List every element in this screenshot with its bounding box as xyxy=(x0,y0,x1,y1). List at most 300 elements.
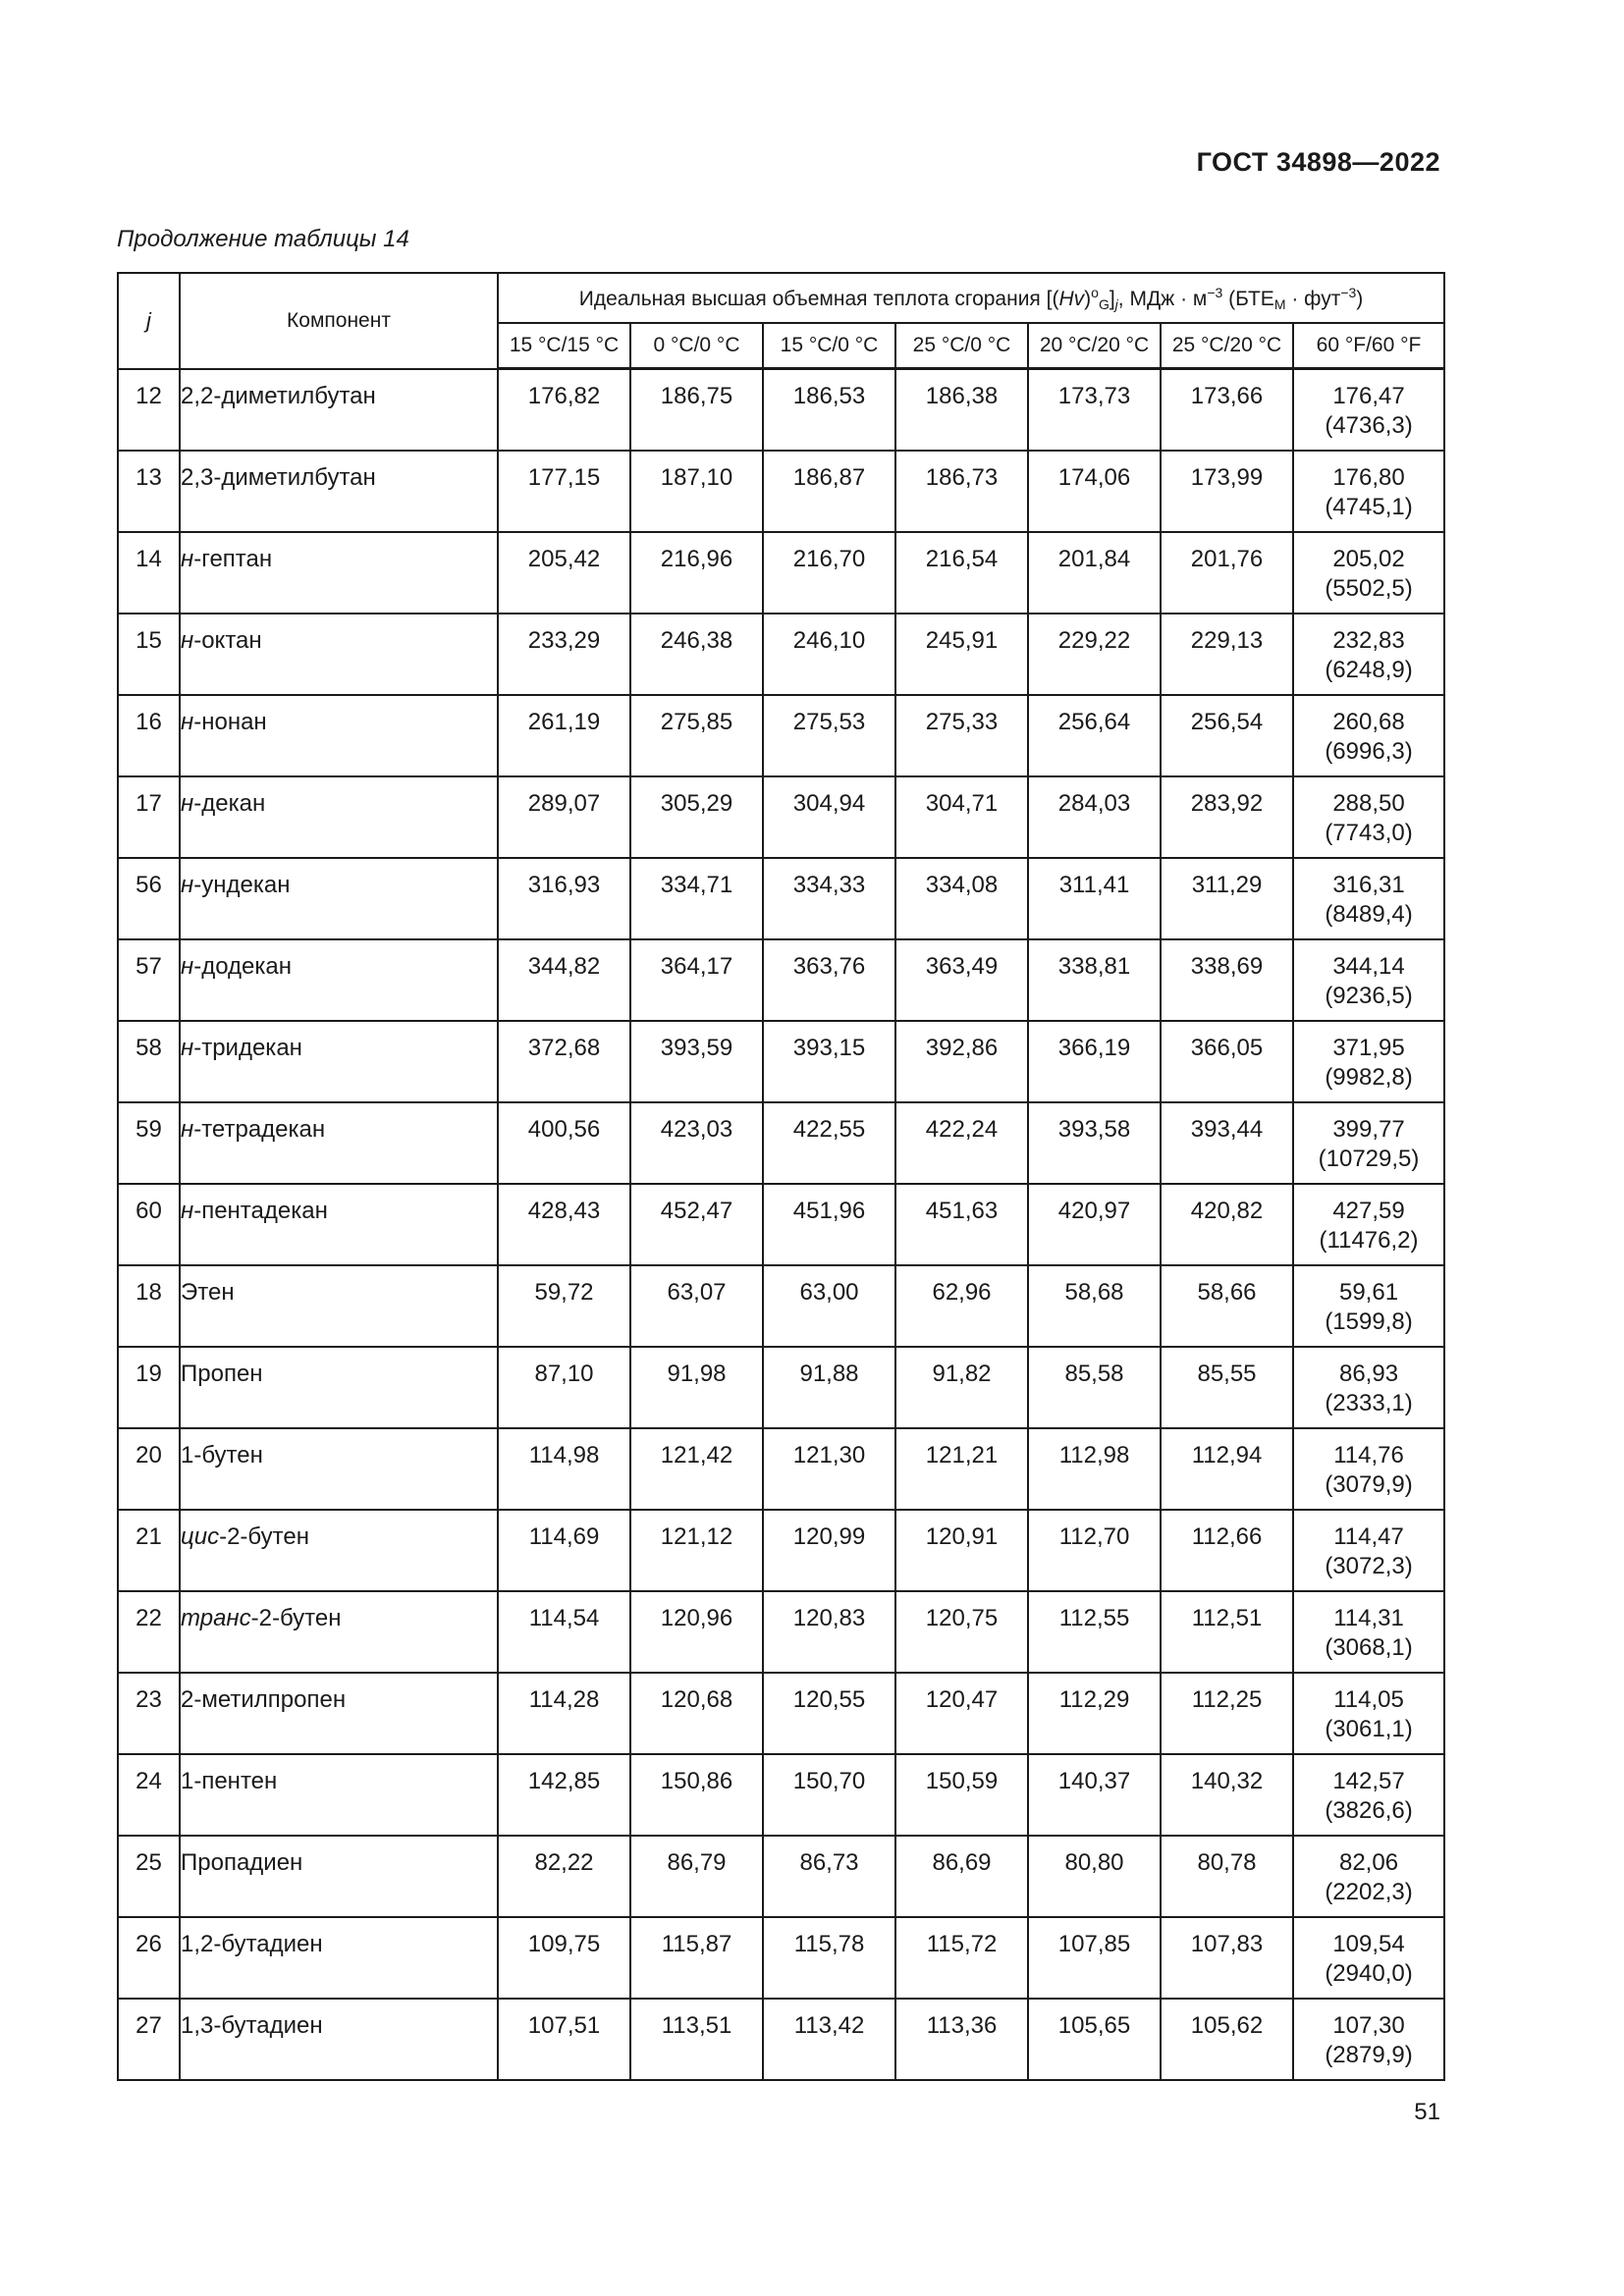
cell-value xyxy=(1028,1265,1161,1347)
cell-value xyxy=(1161,532,1293,614)
component-name: 1,3-бутадиен xyxy=(181,2011,323,2039)
table-body xyxy=(118,369,1444,2080)
cell-value xyxy=(1293,1021,1444,1102)
cell-value xyxy=(1028,1347,1161,1428)
value-text: 275,85 xyxy=(660,708,733,735)
value-text: 120,55 xyxy=(792,1685,866,1713)
cell-value xyxy=(498,776,630,858)
cell-value xyxy=(498,939,630,1021)
cell-j: 22 xyxy=(118,1591,180,1673)
value-text: 246,38 xyxy=(660,626,733,654)
component-name: -2-бутен xyxy=(219,1522,309,1550)
cell-component xyxy=(180,369,498,451)
value-text: 305,29 xyxy=(660,789,733,817)
cell-value xyxy=(895,614,1028,695)
cell-value xyxy=(630,532,763,614)
value-text: 399,77 xyxy=(1332,1115,1405,1143)
table-row xyxy=(118,614,1444,695)
cell-value xyxy=(1028,939,1161,1021)
cell-value xyxy=(1028,858,1161,939)
table-row xyxy=(118,776,1444,858)
value-text: 107,83 xyxy=(1190,1930,1264,1957)
value-text: 120,47 xyxy=(925,1685,999,1713)
value-text: 85,55 xyxy=(1197,1360,1257,1387)
value-text: 205,42 xyxy=(527,545,601,572)
btu-value: (2202,3) xyxy=(1325,1878,1413,1905)
cell-value xyxy=(1028,369,1161,451)
component-prefix: н xyxy=(181,626,194,654)
value-text: 86,93 xyxy=(1338,1360,1399,1387)
component-prefix: транс xyxy=(181,1604,251,1631)
cell-value xyxy=(763,1836,895,1917)
cell-value xyxy=(1028,1754,1161,1836)
value-text: 452,47 xyxy=(660,1197,733,1224)
value-text: 112,98 xyxy=(1058,1441,1130,1468)
table-row xyxy=(118,532,1444,614)
cell-value xyxy=(763,858,895,939)
component-name: -тетрадекан xyxy=(193,1115,326,1143)
document-code: ГОСТ 34898—2022 xyxy=(1196,147,1440,177)
value-text: 120,83 xyxy=(792,1604,866,1631)
component-name: -нонан xyxy=(193,708,267,735)
value-text: 114,69 xyxy=(528,1522,600,1550)
value-text: 288,50 xyxy=(1332,789,1405,817)
btu-value: (6248,9) xyxy=(1325,656,1413,683)
value-text: 80,78 xyxy=(1197,1848,1257,1876)
btu-value: (2333,1) xyxy=(1325,1389,1413,1416)
cell-component xyxy=(180,532,498,614)
cell-value xyxy=(630,858,763,939)
cell-value xyxy=(763,939,895,1021)
cell-j: 57 xyxy=(118,939,180,1021)
cell-component xyxy=(180,451,498,532)
cell-value xyxy=(1293,939,1444,1021)
component-name: 1,2-бутадиен xyxy=(181,1930,323,1957)
cell-value xyxy=(1161,1102,1293,1184)
value-text: 150,59 xyxy=(925,1767,999,1794)
cell-value xyxy=(763,1347,895,1428)
cell-value xyxy=(498,1347,630,1428)
value-text: 283,92 xyxy=(1190,789,1264,817)
value-text: 115,87 xyxy=(661,1930,732,1957)
cell-j: 14 xyxy=(118,532,180,614)
value-text: 256,64 xyxy=(1057,708,1131,735)
cell-component xyxy=(180,614,498,695)
value-text: 176,47 xyxy=(1332,383,1405,409)
value-text: 86,73 xyxy=(799,1848,859,1876)
cell-value xyxy=(763,1265,895,1347)
cell-value xyxy=(763,1428,895,1510)
value-text: 261,19 xyxy=(527,708,601,735)
value-text: 186,53 xyxy=(792,383,866,409)
cell-value xyxy=(630,1102,763,1184)
cell-value xyxy=(763,1673,895,1754)
value-text: 400,56 xyxy=(527,1115,601,1143)
cell-component xyxy=(180,858,498,939)
value-text: 186,87 xyxy=(792,463,866,491)
btu-value: (2879,9) xyxy=(1325,2041,1413,2068)
cell-value xyxy=(630,614,763,695)
cell-value xyxy=(1028,1673,1161,1754)
table-row xyxy=(118,1917,1444,1999)
btu-value: (3079,9) xyxy=(1325,1470,1413,1498)
value-text: 142,57 xyxy=(1332,1767,1405,1794)
value-text: 114,76 xyxy=(1333,1441,1404,1468)
cell-component xyxy=(180,939,498,1021)
cell-value xyxy=(1161,1999,1293,2080)
value-text: 174,06 xyxy=(1057,463,1131,491)
cell-value xyxy=(763,695,895,776)
cell-value xyxy=(1293,614,1444,695)
cell-value xyxy=(895,532,1028,614)
value-text: 121,42 xyxy=(660,1441,733,1468)
cell-value xyxy=(1028,1184,1161,1265)
value-text: 150,86 xyxy=(660,1767,733,1794)
cell-value xyxy=(630,776,763,858)
cell-j: 59 xyxy=(118,1102,180,1184)
component-name: -ундекан xyxy=(193,871,291,898)
value-text: 316,31 xyxy=(1332,871,1405,898)
cell-value xyxy=(1293,1917,1444,1999)
component-name: Пропадиен xyxy=(181,1848,303,1876)
cell-value xyxy=(895,776,1028,858)
cell-value xyxy=(895,1184,1028,1265)
cell-value xyxy=(895,1999,1028,2080)
value-text: 246,10 xyxy=(792,626,866,654)
cell-value xyxy=(1028,1102,1161,1184)
cell-value xyxy=(1028,1836,1161,1917)
cell-j: 25 xyxy=(118,1836,180,1917)
value-text: 140,37 xyxy=(1057,1767,1131,1794)
value-text: 233,29 xyxy=(527,626,601,654)
btu-value: (10729,5) xyxy=(1318,1145,1420,1172)
cell-value xyxy=(1161,776,1293,858)
btu-value: (8489,4) xyxy=(1325,900,1413,928)
cell-value xyxy=(1161,1673,1293,1754)
cell-component xyxy=(180,1265,498,1347)
cell-value xyxy=(498,1428,630,1510)
btu-value: (3826,6) xyxy=(1325,1796,1413,1824)
value-text: 275,53 xyxy=(792,708,866,735)
cell-value xyxy=(498,695,630,776)
component-name: 2,2-диметилбутан xyxy=(181,382,376,409)
value-text: 245,91 xyxy=(925,626,999,654)
cell-j: 24 xyxy=(118,1754,180,1836)
cell-value xyxy=(895,369,1028,451)
value-text: 115,72 xyxy=(926,1930,998,1957)
cell-value xyxy=(1028,1999,1161,2080)
component-name: 1-бутен xyxy=(181,1441,263,1468)
cell-value xyxy=(895,1754,1028,1836)
btu-value: (3072,3) xyxy=(1325,1552,1413,1579)
cell-value xyxy=(763,1021,895,1102)
cell-value xyxy=(1293,1102,1444,1184)
value-text: 232,83 xyxy=(1332,626,1405,654)
value-text: 107,85 xyxy=(1057,1930,1131,1957)
value-text: 216,70 xyxy=(792,545,866,572)
component-prefix: н xyxy=(181,545,194,572)
cell-value xyxy=(498,1917,630,1999)
cell-value xyxy=(895,1102,1028,1184)
btu-value: (4736,3) xyxy=(1325,412,1413,439)
component-prefix: н xyxy=(181,871,194,898)
btu-value: (4745,1) xyxy=(1325,493,1413,520)
cell-value xyxy=(630,1836,763,1917)
cell-value xyxy=(1161,614,1293,695)
cell-value xyxy=(498,1184,630,1265)
cell-value xyxy=(1161,451,1293,532)
value-text: 363,76 xyxy=(792,952,866,980)
value-text: 173,66 xyxy=(1190,383,1264,409)
cell-component xyxy=(180,1428,498,1510)
cell-value xyxy=(498,1265,630,1347)
table-row xyxy=(118,1102,1444,1184)
cell-value xyxy=(1293,1999,1444,2080)
value-text: 86,69 xyxy=(932,1848,992,1876)
value-text: 113,36 xyxy=(926,2011,998,2039)
value-text: 115,78 xyxy=(793,1930,865,1957)
cell-value xyxy=(895,1917,1028,1999)
table-row xyxy=(118,1836,1444,1917)
value-text: 105,62 xyxy=(1190,2011,1264,2039)
table-row xyxy=(118,695,1444,776)
table-row xyxy=(118,369,1444,451)
component-prefix: н xyxy=(181,708,194,735)
cell-j: 17 xyxy=(118,776,180,858)
value-text: 334,33 xyxy=(792,871,866,898)
value-text: 344,14 xyxy=(1332,952,1405,980)
value-text: 304,94 xyxy=(792,789,866,817)
component-name: 2-метилпропен xyxy=(181,1685,347,1713)
btu-value: (3068,1) xyxy=(1325,1633,1413,1661)
cell-value xyxy=(1293,532,1444,614)
table-row xyxy=(118,1347,1444,1428)
value-text: 120,68 xyxy=(660,1685,733,1713)
cell-value xyxy=(895,939,1028,1021)
value-text: 82,22 xyxy=(534,1848,594,1876)
value-text: 173,73 xyxy=(1057,383,1131,409)
cell-value xyxy=(1293,1754,1444,1836)
value-text: 112,94 xyxy=(1191,1441,1263,1468)
cell-value xyxy=(1161,939,1293,1021)
btu-value: (9236,5) xyxy=(1325,982,1413,1009)
value-text: 142,85 xyxy=(527,1767,601,1794)
value-text: 176,80 xyxy=(1332,463,1405,491)
cell-value xyxy=(763,776,895,858)
btu-value: (2940,0) xyxy=(1325,1959,1413,1987)
cell-value xyxy=(763,369,895,451)
cell-value xyxy=(1161,369,1293,451)
cell-value xyxy=(1028,1428,1161,1510)
cell-value xyxy=(1028,695,1161,776)
value-text: 393,59 xyxy=(660,1034,733,1061)
value-text: 284,03 xyxy=(1057,789,1131,817)
cell-value xyxy=(630,1673,763,1754)
value-text: 216,96 xyxy=(660,545,733,572)
table-row xyxy=(118,1428,1444,1510)
cell-value xyxy=(1161,1184,1293,1265)
cell-value xyxy=(895,1428,1028,1510)
cell-value xyxy=(763,1591,895,1673)
table-row xyxy=(118,1673,1444,1754)
value-text: 107,30 xyxy=(1332,2011,1405,2039)
cell-value xyxy=(1028,776,1161,858)
cell-component xyxy=(180,1102,498,1184)
value-text: 112,51 xyxy=(1191,1604,1263,1631)
value-text: 85,58 xyxy=(1064,1360,1124,1387)
value-text: 86,79 xyxy=(667,1848,727,1876)
value-text: 82,06 xyxy=(1338,1848,1399,1876)
cell-component xyxy=(180,1591,498,1673)
cell-value xyxy=(630,451,763,532)
value-text: 289,07 xyxy=(527,789,601,817)
value-text: 186,38 xyxy=(925,383,999,409)
cell-value xyxy=(895,1265,1028,1347)
btu-value: (7743,0) xyxy=(1325,819,1413,846)
cell-value xyxy=(1293,1673,1444,1754)
value-text: 393,15 xyxy=(792,1034,866,1061)
cell-value xyxy=(630,1021,763,1102)
cell-value xyxy=(1161,858,1293,939)
value-text: 187,10 xyxy=(660,463,733,491)
cell-j: 16 xyxy=(118,695,180,776)
cell-value xyxy=(630,1265,763,1347)
cell-value xyxy=(1161,1021,1293,1102)
value-text: 114,28 xyxy=(528,1685,600,1713)
value-text: 91,82 xyxy=(932,1360,992,1387)
cell-value xyxy=(498,532,630,614)
cell-value xyxy=(1293,858,1444,939)
heating-value-table xyxy=(117,272,1445,2081)
cell-j: 23 xyxy=(118,1673,180,1754)
cell-component xyxy=(180,695,498,776)
cell-value xyxy=(1161,1510,1293,1591)
component-prefix: н xyxy=(181,789,194,817)
component-name: -пентадекан xyxy=(193,1197,328,1224)
value-text: 114,54 xyxy=(528,1604,600,1631)
cell-value xyxy=(498,858,630,939)
value-text: 392,86 xyxy=(925,1034,999,1061)
value-text: 120,91 xyxy=(925,1522,999,1550)
cell-j: 21 xyxy=(118,1510,180,1591)
value-text: 366,05 xyxy=(1190,1034,1264,1061)
table-row xyxy=(118,1184,1444,1265)
value-text: 420,97 xyxy=(1057,1197,1131,1224)
cell-value xyxy=(1028,1917,1161,1999)
table-row xyxy=(118,858,1444,939)
value-text: 260,68 xyxy=(1332,708,1405,735)
cell-value xyxy=(630,695,763,776)
cell-j: 12 xyxy=(118,369,180,451)
cell-value xyxy=(1293,451,1444,532)
page-number: 51 xyxy=(1414,2099,1440,2125)
table-row xyxy=(118,1591,1444,1673)
cell-value xyxy=(763,614,895,695)
btu-value: (9982,8) xyxy=(1325,1063,1413,1091)
value-text: 62,96 xyxy=(932,1278,992,1306)
value-text: 428,43 xyxy=(527,1197,601,1224)
component-name: 1-пентен xyxy=(181,1767,278,1794)
value-text: 393,58 xyxy=(1057,1115,1131,1143)
value-text: 304,71 xyxy=(925,789,999,817)
cell-value xyxy=(895,1510,1028,1591)
column-header-component: Компонент xyxy=(180,273,498,369)
cell-value xyxy=(895,451,1028,532)
sub-header-15-0: 15 °C/0 °C xyxy=(763,323,895,369)
btu-value: (5502,5) xyxy=(1325,574,1413,602)
value-text: 107,51 xyxy=(527,2011,601,2039)
cell-j: 19 xyxy=(118,1347,180,1428)
component-name: 2,3-диметилбутан xyxy=(181,463,376,491)
value-text: 112,25 xyxy=(1191,1685,1263,1713)
value-text: 113,51 xyxy=(661,2011,732,2039)
cell-j: 20 xyxy=(118,1428,180,1510)
component-name: -додекан xyxy=(193,952,293,980)
cell-component xyxy=(180,776,498,858)
cell-value xyxy=(498,369,630,451)
cell-value xyxy=(763,1917,895,1999)
cell-value xyxy=(1293,1836,1444,1917)
cell-component xyxy=(180,1836,498,1917)
table-row xyxy=(118,1999,1444,2080)
value-text: 201,76 xyxy=(1190,545,1264,572)
value-text: 311,41 xyxy=(1058,871,1130,898)
component-name: Пропен xyxy=(181,1360,263,1387)
value-text: 109,75 xyxy=(527,1930,601,1957)
cell-component xyxy=(180,1021,498,1102)
value-text: 229,22 xyxy=(1057,626,1131,654)
cell-j: 15 xyxy=(118,614,180,695)
cell-value xyxy=(630,1754,763,1836)
value-text: 363,49 xyxy=(925,952,999,980)
group-header-heating-value: Идеальная высшая объемная теплота сгорания $[(Hv)^o_G]_j$, МДж · $м^{-3}$ $(БТЕ_M \cdot фут^{-3})$ xyxy=(498,273,1444,323)
table-row xyxy=(118,1021,1444,1102)
sub-header-15-15: 15 °C/15 °C xyxy=(498,323,630,369)
value-text: 186,75 xyxy=(660,383,733,409)
value-text: 176,82 xyxy=(527,383,601,409)
cell-value xyxy=(498,1021,630,1102)
component-name: Этен xyxy=(181,1278,235,1306)
value-text: 150,70 xyxy=(792,1767,866,1794)
cell-component xyxy=(180,1999,498,2080)
value-text: 109,54 xyxy=(1332,1930,1405,1957)
value-text: 338,69 xyxy=(1190,952,1264,980)
component-name: -декан xyxy=(193,789,266,817)
value-text: 256,54 xyxy=(1190,708,1264,735)
cell-value xyxy=(498,1754,630,1836)
cell-j: 13 xyxy=(118,451,180,532)
value-text: 186,73 xyxy=(925,463,999,491)
cell-value xyxy=(1293,695,1444,776)
cell-component xyxy=(180,1917,498,1999)
value-text: 205,02 xyxy=(1332,545,1405,572)
value-text: 105,65 xyxy=(1057,2011,1131,2039)
cell-value xyxy=(630,939,763,1021)
table-row xyxy=(118,939,1444,1021)
cell-value xyxy=(895,1673,1028,1754)
cell-value xyxy=(1028,614,1161,695)
cell-value xyxy=(1028,1510,1161,1591)
cell-value xyxy=(1293,369,1444,451)
component-name: -гептан xyxy=(193,545,273,572)
cell-value xyxy=(498,1999,630,2080)
sub-header-60f-60f: 60 °F/60 °F xyxy=(1293,323,1444,369)
value-text: 216,54 xyxy=(925,545,999,572)
cell-value xyxy=(498,614,630,695)
sub-header-25-0: 25 °C/0 °C xyxy=(895,323,1028,369)
value-text: 201,84 xyxy=(1057,545,1131,572)
value-text: 120,75 xyxy=(925,1604,999,1631)
